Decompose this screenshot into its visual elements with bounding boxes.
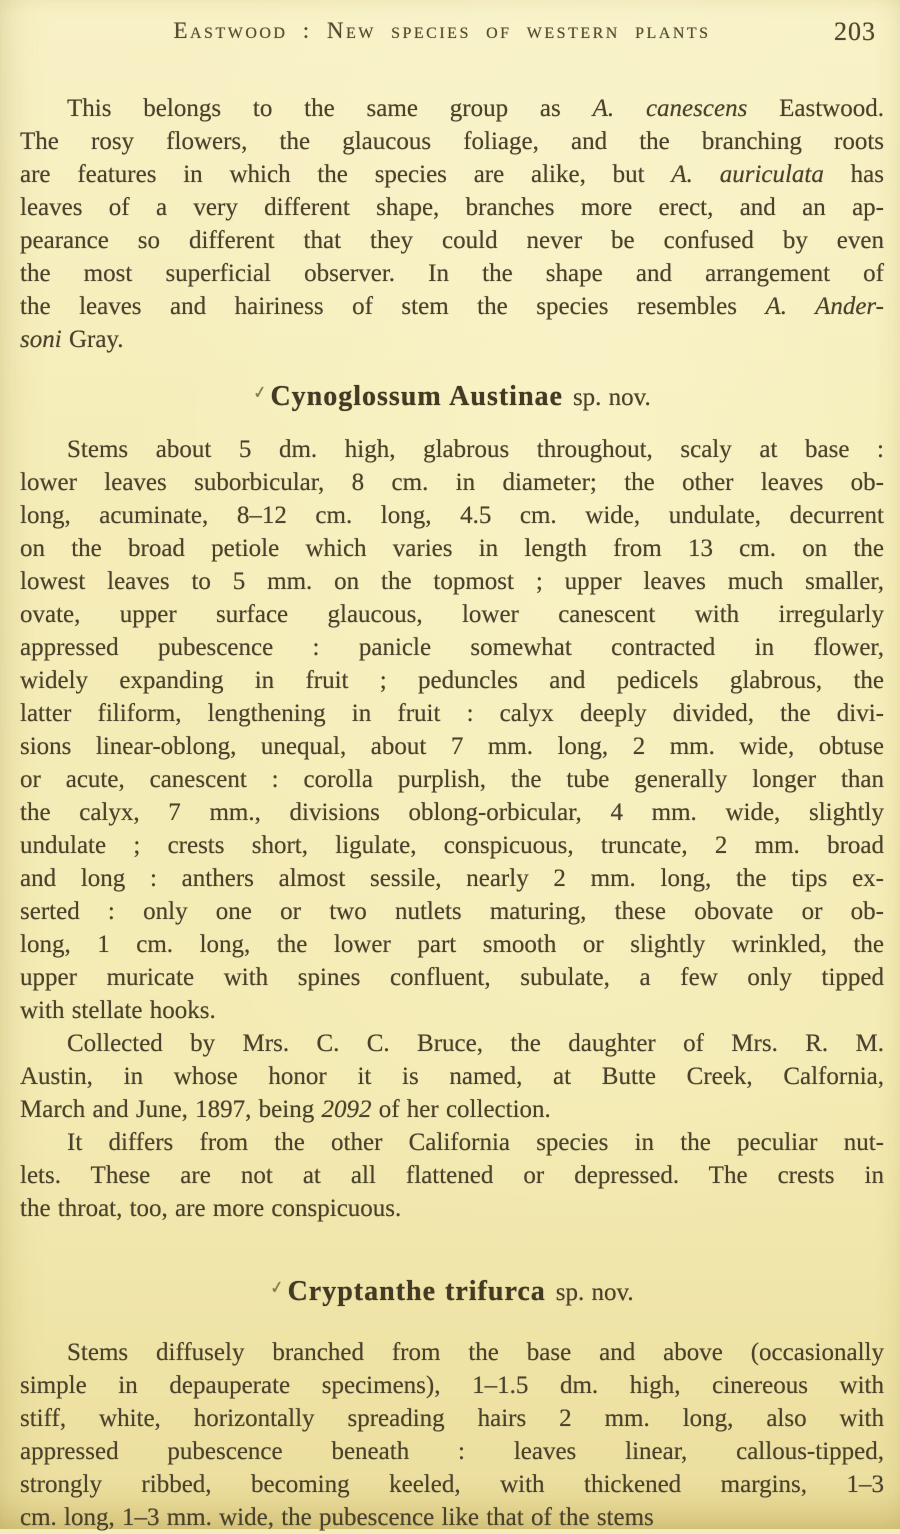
text-line: stiff, white, horizontally spreading hairs 2 mm. long, also with: [20, 1405, 884, 1432]
species-name: Cryptanthe trifurca: [287, 1276, 546, 1307]
text-line: sions linear-oblong, unequal, about 7 mm. long, 2 mm. wide, obtuse: [20, 733, 884, 760]
text-line: lets. These are not at all flattened or depressed. The crests in: [20, 1162, 884, 1189]
paragraph: [20, 92, 884, 356]
text-line: widely expanding in fruit ; peduncles and pedicels glabrous, the: [20, 667, 884, 694]
species-heading: [20, 1271, 884, 1310]
text-line: pearance so different that they could never be confused by even: [20, 227, 884, 254]
text-line: cm. long, 1–3 mm. wide, the pubescence like that of the stems: [20, 1504, 654, 1531]
text-line: undulate ; crests short, ligulate, conspicuous, truncate, 2 mm. broad: [20, 832, 884, 859]
checkmark-icon: ✓: [269, 1277, 286, 1298]
paragraph: [20, 433, 884, 1027]
species-heading: [20, 376, 884, 415]
text-line: Stems about 5 dm. high, glabrous throughout, scaly at base :: [67, 436, 884, 463]
text-line: This belongs to the same group as A. canescens Eastwood.: [67, 95, 884, 122]
checkmark-icon: ✓: [251, 382, 269, 403]
text-line: long, acuminate, 8–12 cm. long, 4.5 cm. wide, undulate, decurrent: [20, 502, 884, 529]
text-line: leaves of a very different shape, branches more erect, and an ap-: [20, 194, 884, 221]
text-line: upper muricate with spines confluent, subulate, a few only tipped: [20, 964, 884, 991]
text-line: strongly ribbed, becoming keeled, with thickened margins, 1–3: [20, 1471, 884, 1498]
text-line: with stellate hooks.: [20, 997, 216, 1024]
text-line: The rosy flowers, the glaucous foliage, and the branching roots: [20, 128, 884, 155]
species-name: Cynoglossum Austinae: [270, 381, 563, 412]
paragraph: [20, 1336, 884, 1534]
text-line: serted : only one or two nutlets maturing, these obovate or ob-: [20, 898, 884, 925]
text-line: lowest leaves to 5 mm. on the topmost ; upper leaves much smaller,: [20, 568, 884, 595]
text-line: It differs from the other California species in the peculiar nut-: [67, 1129, 884, 1156]
text-line: on the broad petiole which varies in length from 13 cm. on the: [20, 535, 884, 562]
page-header: [20, 18, 884, 56]
text-line: the leaves and hairiness of stem the species resembles A. Ander-: [20, 293, 884, 320]
text-line: the calyx, 7 mm., divisions oblong-orbicular, 4 mm. wide, slightly: [20, 799, 884, 826]
text-line: latter filiform, lengthening in fruit : calyx deeply divided, the divi-: [20, 700, 884, 727]
text-line: the most superficial observer. In the shape and arrangement of: [20, 260, 884, 287]
paragraph: [20, 1027, 884, 1126]
species-suffix: sp. nov.: [572, 384, 651, 411]
text-line: appressed pubescence beneath : leaves linear, callous-tipped,: [20, 1438, 884, 1465]
text-line: ovate, upper surface glaucous, lower canescent with irregularly: [20, 601, 884, 628]
text-line: Collected by Mrs. C. C. Bruce, the daughter of Mrs. R. M.: [67, 1030, 884, 1057]
running-title: Eastwood : New species of western plants: [173, 18, 711, 43]
text-line: and long : anthers almost sessile, nearly 2 mm. long, the tips ex-: [20, 865, 884, 892]
page-number: 203: [834, 17, 876, 46]
text-line: Austin, in whose honor it is named, at Butte Creek, Calfornia,: [20, 1063, 884, 1090]
text-line: are features in which the species are alike, but A. auriculata has: [20, 161, 884, 188]
paragraph: [20, 1126, 884, 1225]
text-line: or acute, canescent : corolla purplish, the tube generally longer than: [20, 766, 884, 793]
text-line: simple in depauperate specimens), 1–1.5 dm. high, cinereous with: [20, 1372, 884, 1399]
text-line: March and June, 1897, being 2092 of her collection.: [20, 1096, 551, 1123]
text-line: Stems diffusely branched from the base and above (occasionally: [67, 1339, 884, 1366]
species-suffix: sp. nov.: [555, 1279, 634, 1306]
page-body: [20, 92, 884, 1534]
text-line: soni Gray.: [20, 326, 124, 353]
text-line: long, 1 cm. long, the lower part smooth or slightly wrinkled, the: [20, 931, 884, 958]
text-line: the throat, too, are more conspicuous.: [20, 1195, 402, 1222]
text-line: appressed pubescence : panicle somewhat contracted in flower,: [20, 634, 884, 661]
text-line: lower leaves suborbicular, 8 cm. in diameter; the other leaves ob-: [20, 469, 884, 496]
